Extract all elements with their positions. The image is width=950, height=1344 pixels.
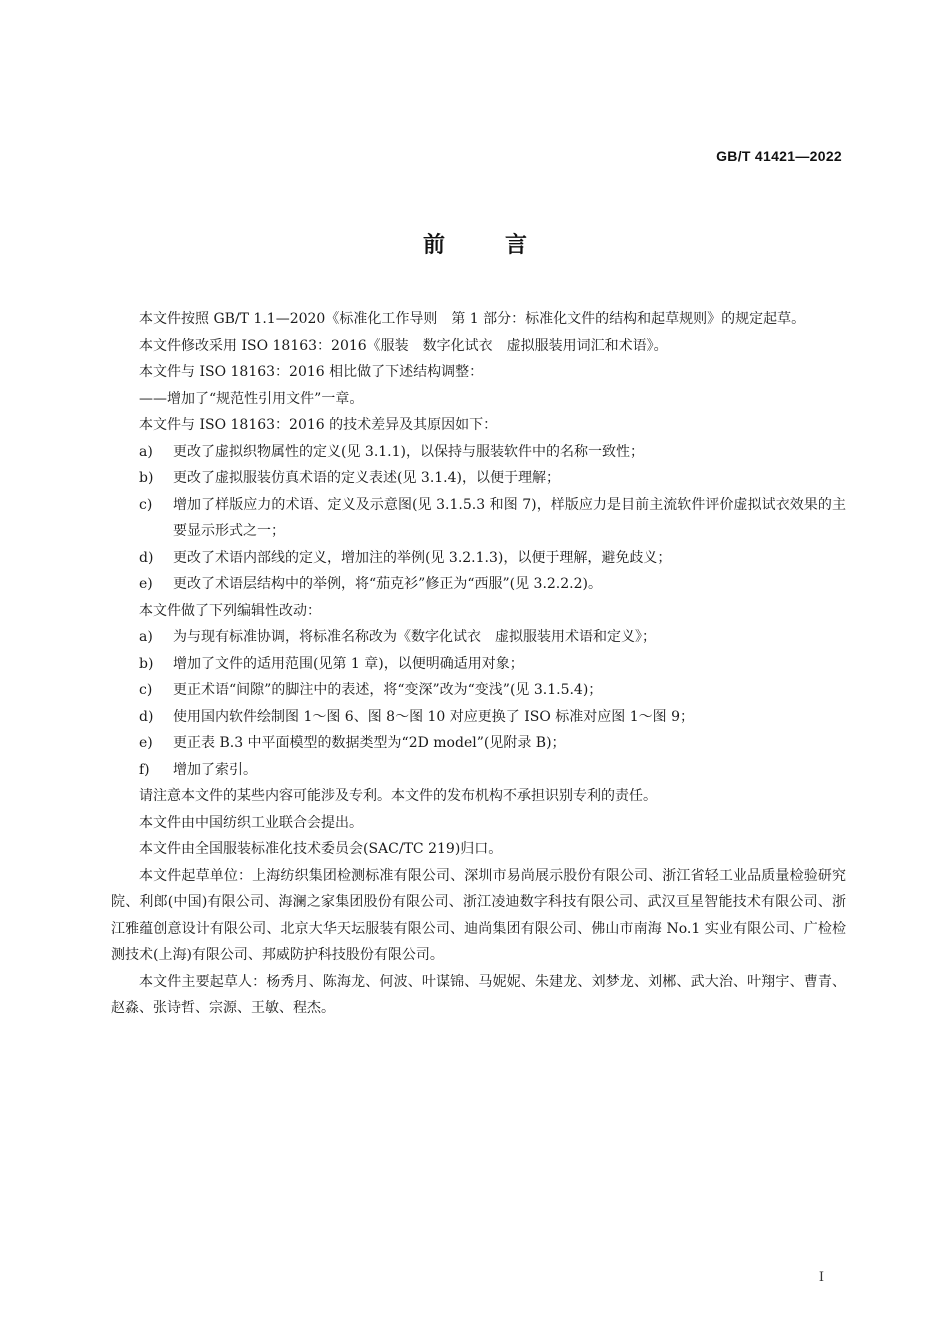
list-item-label: b) <box>139 655 154 672</box>
list-item-text: 更改了虚拟服装仿真术语的定义表述(见 3.1.4)，以便于理解； <box>173 470 560 486</box>
list-item <box>111 545 846 572</box>
list-item-text: 为与现有标准协调，将标准名称改为《数字化试衣 虚拟服装用术语和定义》； <box>173 629 656 645</box>
paragraph-technical-differences: 本文件与 ISO 18163：2016 的技术差异及其原因如下： <box>139 417 498 433</box>
list-item-label: e) <box>139 576 153 592</box>
list-item <box>111 651 846 678</box>
paragraph-proposer: 本文件由中国纺织工业联合会提出。 <box>139 814 363 831</box>
list-item <box>111 704 846 731</box>
paragraph-drafters: 本文件主要起草人：杨秀月、陈海龙、何波、叶谋锦、马妮妮、朱建龙、刘梦龙、刘郴、武大治、叶翔宇、曹青、赵淼、张诗哲、宗源、王敏、程杰。 <box>111 973 846 1016</box>
list-item-label: f) <box>139 761 150 778</box>
list-item-text: 更正表 B.3 中平面模型的数据类型为“2D model”(见附录 B)； <box>173 735 566 751</box>
list-item <box>111 439 846 466</box>
list-item <box>111 492 846 545</box>
foreword-body <box>111 306 846 1022</box>
list-item <box>111 624 846 651</box>
list-item <box>111 730 846 757</box>
list-item-label: c) <box>139 682 153 698</box>
page-title: 前言 <box>422 233 587 258</box>
list-item-label: d) <box>139 708 154 725</box>
list-item-text: 更改了虚拟织物属性的定义(见 3.1.1)，以保持与服装软件中的名称一致性； <box>173 443 644 460</box>
list-item-label: b) <box>139 470 154 486</box>
paragraph-patent-notice: 请注意本文件的某些内容可能涉及专利。本文件的发布机构不承担识别专利的责任。 <box>139 788 657 804</box>
list-item <box>111 677 846 704</box>
list-item-label: a) <box>139 443 153 460</box>
list-item-text: 增加了文件的适用范围(见第 1 章)，以便明确适用对象； <box>173 655 524 672</box>
paragraph-drafting-rules: 本文件按照 GB/T 1.1—2020《标准化工作导则 第 1 部分：标准化文件的结构和起草规则》的规定起草。 <box>139 311 806 327</box>
paragraph-editorial-changes: 本文件做了下列编辑性改动： <box>139 602 321 619</box>
list-item <box>111 465 846 492</box>
paragraph-structure-changes: 本文件与 ISO 18163：2016 相比做了下述结构调整： <box>139 364 484 380</box>
paragraph-technical-committee: 本文件由全国服装标准化技术委员会(SAC/TC 219)归口。 <box>139 841 503 857</box>
paragraph-adoption: 本文件修改采用 ISO 18163：2016《服装 数字化试衣 虚拟服装用词汇和术语》。 <box>139 337 668 354</box>
paragraph-drafting-organizations: 本文件起草单位：上海纺织集团检测标准有限公司、深圳市易尚展示股份有限公司、浙江省轻工业品质量检验研究院、利郎(中国)有限公司、海澜之家集团股份有限公司、浙江凌迪数字科技有限公司、武汉亘星智能技术有限公司、浙江雅蕴创意设计有限公司、北京大华天坛服装有限公司、迪尚集团有限公司、佛山市南海 No.1 实业有限公司、广检检测技术(上海)有限公司、邦威防护科技股份有限公司。 <box>111 867 846 963</box>
list-item-label: a) <box>139 629 153 645</box>
list-item <box>111 757 846 784</box>
list-item-label: e) <box>139 735 153 751</box>
list-item-text: 更改了术语内部线的定义，增加注的举例(见 3.2.1.3)，以便于理解，避免歧义； <box>173 549 672 566</box>
paragraph-structure-item: ——增加了“规范性引用文件”一章。 <box>139 390 364 407</box>
list-item-text: 更改了术语层结构中的举例，将“茄克衫”修正为“西服”(见 3.2.2.2)。 <box>173 576 602 592</box>
list-item-text: 使用国内软件绘制图 1～图 6、图 8～图 10 对应更换了 ISO 标准对应图 1～图 9； <box>173 708 694 725</box>
list-item-label: c) <box>139 496 153 513</box>
list-item <box>111 571 846 598</box>
standard-code: GB/T 41421—2022 <box>716 148 842 164</box>
list-item-text: 增加了样版应力的术语、定义及示意图(见 3.1.5.3 和图 7)，样版应力是目前主流软件评价虚拟试衣效果的主要显示形式之一； <box>173 496 846 539</box>
list-item-text: 增加了索引。 <box>173 761 257 778</box>
page-number: I <box>818 1270 824 1285</box>
list-item-label: d) <box>139 549 154 566</box>
list-item-text: 更正术语“间隙”的脚注中的表述，将“变深”改为“变浅”(见 3.1.5.4)； <box>173 682 603 698</box>
